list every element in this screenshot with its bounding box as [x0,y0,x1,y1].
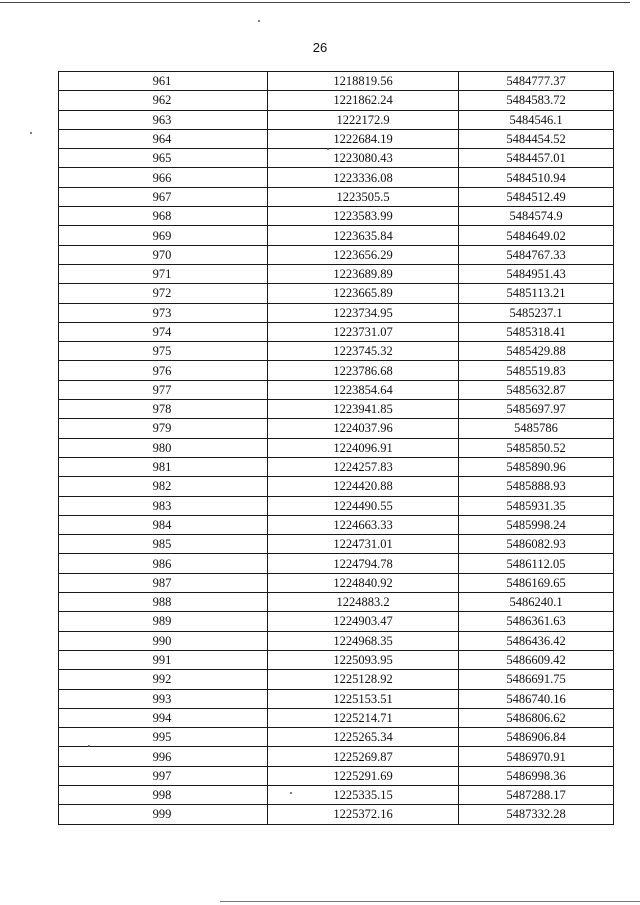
y-coordinate-cell: 5485931.35 [459,496,614,515]
table-row [59,728,614,747]
point-number-cell: 965 [59,149,268,168]
table-row [59,284,614,303]
x-coordinate-cell: 1218819.56 [268,72,459,91]
point-number-cell: 998 [59,785,268,804]
point-number-cell: 984 [59,515,268,534]
table-row [59,129,614,148]
table-row [59,573,614,592]
point-number-cell: 964 [59,129,268,148]
point-number-cell: 993 [59,689,268,708]
point-number-cell: 979 [59,419,268,438]
point-number-cell: 968 [59,207,268,226]
x-coordinate-cell: 1223745.32 [268,342,459,361]
point-number-cell: 989 [59,612,268,631]
table-row [59,593,614,612]
table-row [59,110,614,129]
table-row [59,207,614,226]
table-row [59,631,614,650]
coordinates-table-body [59,72,614,825]
table-row [59,477,614,496]
point-number-cell: 977 [59,380,268,399]
x-coordinate-cell: 1225335.15 [268,785,459,804]
point-number-cell: 966 [59,168,268,187]
x-coordinate-cell: 1225372.16 [268,805,459,824]
table-row [59,226,614,245]
table-row [59,91,614,110]
scan-speck [258,20,260,22]
table-row [59,380,614,399]
point-number-cell: 985 [59,535,268,554]
point-number-cell: 976 [59,361,268,380]
y-coordinate-cell: 5484512.49 [459,187,614,206]
point-number-cell: 973 [59,303,268,322]
table-row [59,650,614,669]
table-row [59,361,614,380]
page-bottom-rule [220,901,640,902]
table-row [59,264,614,283]
x-coordinate-cell: 1223336.08 [268,168,459,187]
table-row [59,303,614,322]
y-coordinate-cell: 5484767.33 [459,245,614,264]
x-coordinate-cell: 1224663.33 [268,515,459,534]
x-coordinate-cell: 1224840.92 [268,573,459,592]
y-coordinate-cell: 5484583.72 [459,91,614,110]
point-number-cell: 992 [59,670,268,689]
y-coordinate-cell: 5486361.63 [459,612,614,631]
point-number-cell: 990 [59,631,268,650]
point-number-cell: 983 [59,496,268,515]
table-row [59,438,614,457]
y-coordinate-cell: 5484546.1 [459,110,614,129]
y-coordinate-cell: 5485429.88 [459,342,614,361]
x-coordinate-cell: 1225214.71 [268,708,459,727]
y-coordinate-cell: 5486240.1 [459,593,614,612]
x-coordinate-cell: 1224883.2 [268,593,459,612]
point-number-cell: 981 [59,457,268,476]
y-coordinate-cell: 5485786 [459,419,614,438]
x-coordinate-cell: 1225265.34 [268,728,459,747]
y-coordinate-cell: 5487288.17 [459,785,614,804]
x-coordinate-cell: 1223635.84 [268,226,459,245]
point-number-cell: 996 [59,747,268,766]
y-coordinate-cell: 5484457.01 [459,149,614,168]
y-coordinate-cell: 5484951.43 [459,264,614,283]
x-coordinate-cell: 1223080.43 [268,149,459,168]
y-coordinate-cell: 5485888.93 [459,477,614,496]
x-coordinate-cell: 1224096.91 [268,438,459,457]
y-coordinate-cell: 5486691.75 [459,670,614,689]
point-number-cell: 963 [59,110,268,129]
x-coordinate-cell: 1225093.95 [268,650,459,669]
x-coordinate-cell: 1221862.24 [268,91,459,110]
x-coordinate-cell: 1225269.87 [268,747,459,766]
x-coordinate-cell: 1224903.47 [268,612,459,631]
point-number-cell: 994 [59,708,268,727]
x-coordinate-cell: 1223786.68 [268,361,459,380]
point-number-cell: 969 [59,226,268,245]
y-coordinate-cell: 5485318.41 [459,322,614,341]
table-row [59,342,614,361]
table-row [59,168,614,187]
table-row [59,515,614,534]
table-row [59,766,614,785]
point-number-cell: 986 [59,554,268,573]
x-coordinate-cell: 1223505.5 [268,187,459,206]
point-number-cell: 967 [59,187,268,206]
y-coordinate-cell: 5485697.97 [459,400,614,419]
table-row [59,72,614,91]
y-coordinate-cell: 5486998.36 [459,766,614,785]
table-row [59,708,614,727]
table-row [59,322,614,341]
y-coordinate-cell: 5485632.87 [459,380,614,399]
table-row [59,554,614,573]
scan-speck [290,792,292,794]
point-number-cell: 987 [59,573,268,592]
x-coordinate-cell: 1222172.9 [268,110,459,129]
y-coordinate-cell: 5486806.62 [459,708,614,727]
x-coordinate-cell: 1223656.29 [268,245,459,264]
y-coordinate-cell: 5484649.02 [459,226,614,245]
y-coordinate-cell: 5486906.84 [459,728,614,747]
x-coordinate-cell: 1224968.35 [268,631,459,650]
y-coordinate-cell: 5486169.65 [459,573,614,592]
table-row [59,149,614,168]
x-coordinate-cell: 1224257.83 [268,457,459,476]
table-row [59,457,614,476]
point-number-cell: 988 [59,593,268,612]
point-number-cell: 978 [59,400,268,419]
y-coordinate-cell: 5486436.42 [459,631,614,650]
point-number-cell: 972 [59,284,268,303]
x-coordinate-cell: 1225128.92 [268,670,459,689]
x-coordinate-cell: 1224490.55 [268,496,459,515]
table-row [59,670,614,689]
scan-speck [30,132,32,134]
y-coordinate-cell: 5484777.37 [459,72,614,91]
y-coordinate-cell: 5485890.96 [459,457,614,476]
point-number-cell: 999 [59,805,268,824]
x-coordinate-cell: 1223665.89 [268,284,459,303]
y-coordinate-cell: 5485850.52 [459,438,614,457]
x-coordinate-cell: 1224420.88 [268,477,459,496]
y-coordinate-cell: 5486082.93 [459,535,614,554]
table-row [59,419,614,438]
scan-speck [327,148,329,150]
x-coordinate-cell: 1224731.01 [268,535,459,554]
point-number-cell: 982 [59,477,268,496]
table-row [59,400,614,419]
point-number-cell: 961 [59,72,268,91]
x-coordinate-cell: 1224037.96 [268,419,459,438]
point-number-cell: 997 [59,766,268,785]
page-number: 26 [312,40,328,55]
x-coordinate-cell: 1223689.89 [268,264,459,283]
point-number-cell: 971 [59,264,268,283]
y-coordinate-cell: 5484574.9 [459,207,614,226]
point-number-cell: 995 [59,728,268,747]
y-coordinate-cell: 5484454.52 [459,129,614,148]
table-row [59,747,614,766]
point-number-cell: 991 [59,650,268,669]
table-row [59,805,614,824]
y-coordinate-cell: 5486740.16 [459,689,614,708]
y-coordinate-cell: 5485113.21 [459,284,614,303]
point-number-cell: 975 [59,342,268,361]
x-coordinate-cell: 1222684.19 [268,129,459,148]
x-coordinate-cell: 1223854.64 [268,380,459,399]
point-number-cell: 974 [59,322,268,341]
x-coordinate-cell: 1224794.78 [268,554,459,573]
table-row [59,535,614,554]
y-coordinate-cell: 5487332.28 [459,805,614,824]
coordinates-table [58,71,614,825]
table-row [59,785,614,804]
point-number-cell: 970 [59,245,268,264]
point-number-cell: 962 [59,91,268,110]
point-number-cell: 980 [59,438,268,457]
scan-speck [88,745,90,747]
table-row [59,612,614,631]
table-row [59,245,614,264]
table-row [59,689,614,708]
x-coordinate-cell: 1225153.51 [268,689,459,708]
page-top-rule [0,2,630,3]
table-row [59,187,614,206]
x-coordinate-cell: 1223583.99 [268,207,459,226]
table-row [59,496,614,515]
y-coordinate-cell: 5485519.83 [459,361,614,380]
x-coordinate-cell: 1223941.85 [268,400,459,419]
x-coordinate-cell: 1225291.69 [268,766,459,785]
y-coordinate-cell: 5486112.05 [459,554,614,573]
y-coordinate-cell: 5486970.91 [459,747,614,766]
y-coordinate-cell: 5485998.24 [459,515,614,534]
y-coordinate-cell: 5485237.1 [459,303,614,322]
x-coordinate-cell: 1223734.95 [268,303,459,322]
x-coordinate-cell: 1223731.07 [268,322,459,341]
y-coordinate-cell: 5486609.42 [459,650,614,669]
y-coordinate-cell: 5484510.94 [459,168,614,187]
